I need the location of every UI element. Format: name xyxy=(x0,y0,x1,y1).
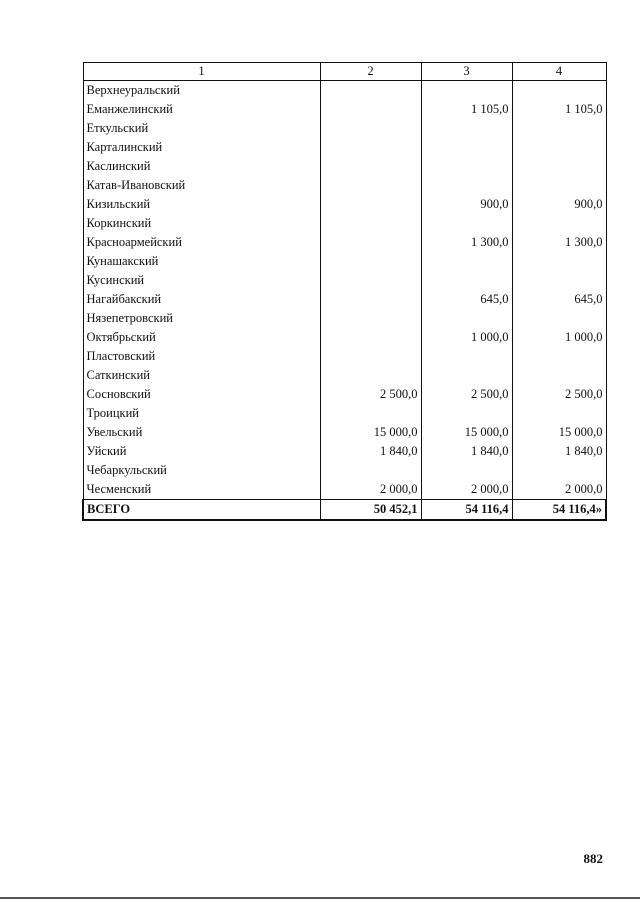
value-cell-col-2 xyxy=(320,157,421,176)
value-cell-col-3 xyxy=(421,138,512,157)
value-cell-col-3: 54 116,4 xyxy=(421,500,512,521)
district-name-cell: Каслинский xyxy=(83,157,320,176)
table-row xyxy=(83,385,606,404)
value-cell-col-2: 2 500,0 xyxy=(320,385,421,404)
value-cell-col-3: 1 840,0 xyxy=(421,442,512,461)
value-cell-col-2 xyxy=(320,461,421,480)
value-cell-col-3 xyxy=(421,461,512,480)
value-cell-col-2: 50 452,1 xyxy=(320,500,421,521)
value-cell-col-4: 2 500,0 xyxy=(512,385,606,404)
table-row xyxy=(83,442,606,461)
district-name-cell: Нязепетровский xyxy=(83,309,320,328)
value-cell-col-4: 2 000,0 xyxy=(512,480,606,500)
page-number: 882 xyxy=(583,851,603,866)
value-cell-col-3: 15 000,0 xyxy=(421,423,512,442)
value-cell-col-2 xyxy=(320,176,421,195)
table-row xyxy=(83,347,606,366)
district-name-cell: ВСЕГО xyxy=(83,500,320,521)
value-cell-col-2 xyxy=(320,100,421,119)
value-cell-col-4 xyxy=(512,157,606,176)
value-cell-col-2 xyxy=(320,138,421,157)
district-name-cell: Еткульский xyxy=(83,119,320,138)
district-name-cell: Коркинский xyxy=(83,214,320,233)
header-cell-1: 1 xyxy=(83,63,320,81)
value-cell-col-2 xyxy=(320,119,421,138)
table-row xyxy=(83,271,606,290)
value-cell-col-4 xyxy=(512,309,606,328)
value-cell-col-4: 54 116,4» xyxy=(512,500,606,521)
table-row xyxy=(83,404,606,423)
table-row xyxy=(83,366,606,385)
district-name-cell: Верхнеуральский xyxy=(83,81,320,101)
total-row xyxy=(83,500,606,521)
district-name-cell: Чебаркульский xyxy=(83,461,320,480)
value-cell-col-4 xyxy=(512,366,606,385)
value-cell-col-2: 2 000,0 xyxy=(320,480,421,500)
district-name-cell: Пластовский xyxy=(83,347,320,366)
table-row xyxy=(83,233,606,252)
value-cell-col-4 xyxy=(512,271,606,290)
value-cell-col-2 xyxy=(320,252,421,271)
table-row xyxy=(83,176,606,195)
table-row xyxy=(83,138,606,157)
header-row xyxy=(83,63,606,81)
value-cell-col-3 xyxy=(421,176,512,195)
value-cell-col-2 xyxy=(320,195,421,214)
district-name-cell: Саткинский xyxy=(83,366,320,385)
header-cell-4: 4 xyxy=(512,63,606,81)
value-cell-col-2 xyxy=(320,214,421,233)
district-name-cell: Катав-Ивановский xyxy=(83,176,320,195)
table-row xyxy=(83,195,606,214)
district-name-cell: Уйский xyxy=(83,442,320,461)
value-cell-col-3 xyxy=(421,119,512,138)
value-cell-col-3: 900,0 xyxy=(421,195,512,214)
bottom-rule xyxy=(0,897,640,899)
district-name-cell: Кунашакский xyxy=(83,252,320,271)
value-cell-col-2 xyxy=(320,309,421,328)
table-row xyxy=(83,81,606,101)
value-cell-col-4: 1 840,0 xyxy=(512,442,606,461)
table-row xyxy=(83,423,606,442)
table-row xyxy=(83,290,606,309)
value-cell-col-4: 900,0 xyxy=(512,195,606,214)
value-cell-col-3 xyxy=(421,347,512,366)
value-cell-col-4 xyxy=(512,252,606,271)
district-name-cell: Еманжелинский xyxy=(83,100,320,119)
value-cell-col-2 xyxy=(320,290,421,309)
district-name-cell: Октябрьский xyxy=(83,328,320,347)
table-row xyxy=(83,309,606,328)
value-cell-col-3 xyxy=(421,157,512,176)
value-cell-col-4 xyxy=(512,81,606,101)
value-cell-col-4: 1 000,0 xyxy=(512,328,606,347)
value-cell-col-4 xyxy=(512,119,606,138)
value-cell-col-3: 1 300,0 xyxy=(421,233,512,252)
table-body xyxy=(83,81,606,521)
table-row xyxy=(83,119,606,138)
value-cell-col-4 xyxy=(512,347,606,366)
value-cell-col-4: 1 105,0 xyxy=(512,100,606,119)
value-cell-col-2 xyxy=(320,81,421,101)
value-cell-col-3 xyxy=(421,366,512,385)
district-name-cell: Троицкий xyxy=(83,404,320,423)
table-row xyxy=(83,252,606,271)
table-row xyxy=(83,480,606,500)
value-cell-col-4 xyxy=(512,214,606,233)
value-cell-col-4 xyxy=(512,176,606,195)
header-cell-3: 3 xyxy=(421,63,512,81)
value-cell-col-4: 15 000,0 xyxy=(512,423,606,442)
table-row xyxy=(83,461,606,480)
district-name-cell: Сосновский xyxy=(83,385,320,404)
table-row xyxy=(83,157,606,176)
table-row xyxy=(83,214,606,233)
value-cell-col-2 xyxy=(320,271,421,290)
value-cell-col-4 xyxy=(512,404,606,423)
district-name-cell: Увельский xyxy=(83,423,320,442)
value-cell-col-3: 1 000,0 xyxy=(421,328,512,347)
value-cell-col-3 xyxy=(421,214,512,233)
value-cell-col-4: 645,0 xyxy=(512,290,606,309)
value-cell-col-4 xyxy=(512,461,606,480)
value-cell-col-3 xyxy=(421,81,512,101)
value-cell-col-2 xyxy=(320,233,421,252)
district-name-cell: Красноармейский xyxy=(83,233,320,252)
district-name-cell: Кизильский xyxy=(83,195,320,214)
value-cell-col-2: 15 000,0 xyxy=(320,423,421,442)
district-name-cell: Нагайбакский xyxy=(83,290,320,309)
table-header xyxy=(83,63,606,81)
district-name-cell: Кусинский xyxy=(83,271,320,290)
value-cell-col-2 xyxy=(320,328,421,347)
value-cell-col-2 xyxy=(320,404,421,423)
value-cell-col-3 xyxy=(421,252,512,271)
value-cell-col-3 xyxy=(421,271,512,290)
table-row xyxy=(83,100,606,119)
value-cell-col-4: 1 300,0 xyxy=(512,233,606,252)
value-cell-col-3: 645,0 xyxy=(421,290,512,309)
value-cell-col-4 xyxy=(512,138,606,157)
value-cell-col-2: 1 840,0 xyxy=(320,442,421,461)
value-cell-col-2 xyxy=(320,366,421,385)
value-cell-col-3: 2 000,0 xyxy=(421,480,512,500)
value-cell-col-3 xyxy=(421,404,512,423)
district-name-cell: Чесменский xyxy=(83,480,320,500)
district-name-cell: Карталинский xyxy=(83,138,320,157)
table-row xyxy=(83,328,606,347)
value-cell-col-2 xyxy=(320,347,421,366)
header-cell-2: 2 xyxy=(320,63,421,81)
value-cell-col-3: 2 500,0 xyxy=(421,385,512,404)
data-table xyxy=(82,62,607,521)
value-cell-col-3 xyxy=(421,309,512,328)
value-cell-col-3: 1 105,0 xyxy=(421,100,512,119)
